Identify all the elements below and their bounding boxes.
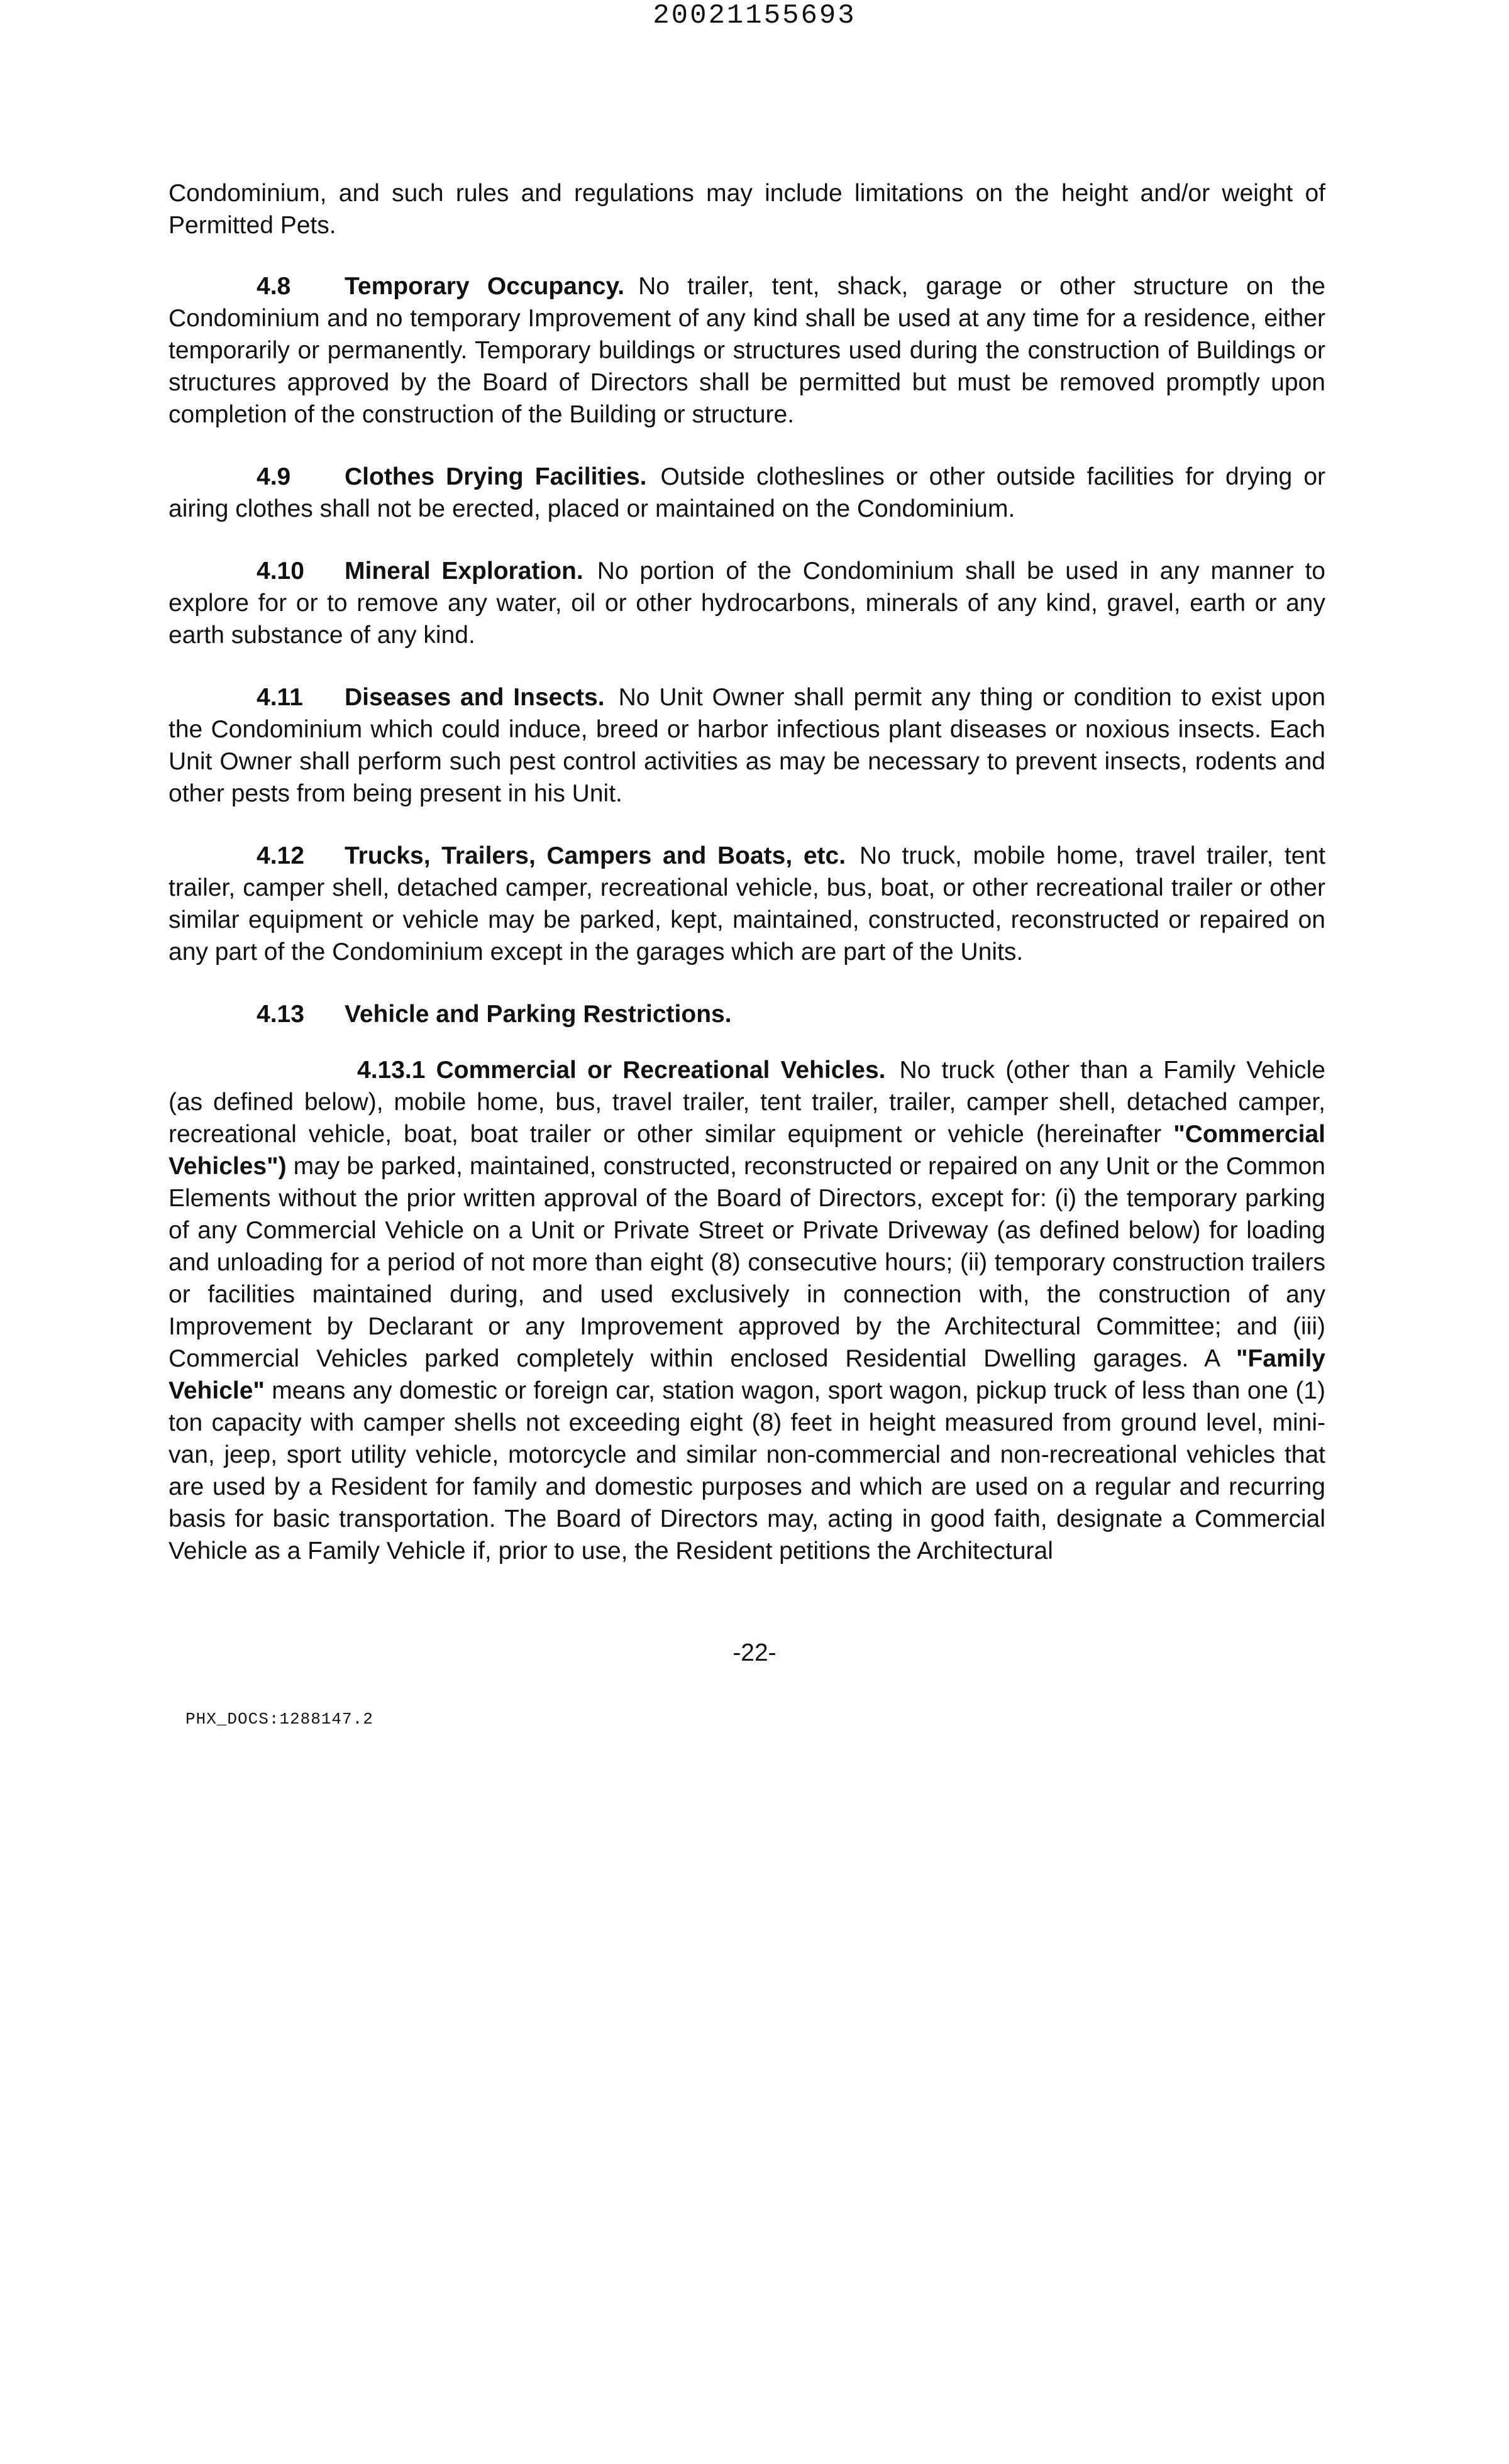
defined-term-commercial-vehicles: "Commercial Vehicles") <box>169 1121 1325 1180</box>
section-number: 4.12 <box>257 842 304 869</box>
section-number: 4.10 <box>257 558 304 585</box>
section-text-part-a: No truck (other than a Family Vehicle (as defined below), mobile home, bus, travel trailer, tent trailer, trailer, camper shell, detached camper, recreational vehicle, boat, boat trailer or other similar equipment or vehicle (hereinafter <box>169 1057 1326 1148</box>
section-text: No truck, mobile home, travel trailer, tent trailer, camper shell, detached camper, recreational vehicle, bus, boat, or other recreational trailer or other similar equipment or vehicle may be parked, kept, maintained, constructed, reconstructed or repaired on any part of the Condominium except in the garages which are part of the Units. <box>169 842 1325 965</box>
section-title: Temporary Occupancy. <box>345 273 625 300</box>
section-title: Mineral Exploration. <box>345 558 583 585</box>
section-number: 4.11 <box>257 684 303 711</box>
section-title: Diseases and Insects. <box>345 684 605 711</box>
page-number: -22- <box>732 1639 777 1666</box>
section-title: Trucks, Trailers, Campers and Boats, etc. <box>345 842 846 869</box>
intro-paragraph: Condominium, and such rules and regulations may include limitations on the height and/or weight of Permitted Pets. <box>169 180 1325 239</box>
section-4-8 <box>169 270 1325 431</box>
section-4-9 <box>169 461 1325 525</box>
section-text-part-b: may be parked, maintained, constructed, reconstructed or repaired on any Unit or the Common Elements without the prior written approval of the Board of Directors, except for: (i) the temporary parking of any Commercial Vehicle on a Unit or Private Street or Private Driveway (as defined below) for loading and unloading for a period of not more than eight (8) consecutive hours; (ii) temporary construction trailers or facilities maintained during, and used exclusively in connection with, the construction of any Improvement by Declarant or any Improvement approved by the Architectural Committee; and (iii) Commercial Vehicles parked completely within enclosed Residential Dwelling garages. A <box>169 1153 1325 1372</box>
section-number: 4.13.1 <box>357 1057 426 1084</box>
section-text: No Unit Owner shall permit any thing or condition to exist upon the Condominium which could induce, breed or harbor infectious plant diseases or noxious insects. Each Unit Owner shall perform such pest control activities as may be necessary to prevent insects, rodents and other pests from being present in his Unit. <box>169 684 1326 807</box>
defined-term-family-vehicle: "Family Vehicle" <box>169 1345 1325 1404</box>
section-number: 4.9 <box>257 463 291 490</box>
section-4-12 <box>169 840 1325 968</box>
document-number: 20021155693 <box>653 0 856 31</box>
section-title: Vehicle and Parking Restrictions. <box>345 1001 732 1028</box>
document-id: PHX_DOCS:1288147.2 <box>185 1710 373 1729</box>
section-text: Outside clotheslines or other outside facilities for drying or airing clothes shall not be erected, placed or maintained on the Condominium. <box>169 463 1325 522</box>
section-number: 4.8 <box>257 273 291 300</box>
section-text: No trailer, tent, shack, garage or other structure on the Condominium and no temporary Improvement of any kind shall be used at any time for a residence, either temporarily or permanently. Temporary buildings or structures used during the construction of Buildings or structures approved by the Board of Directors shall be permitted but must be removed promptly upon completion of the construction of the Building or structure. <box>169 273 1325 428</box>
section-text-part-c: means any domestic or foreign car, station wagon, sport wagon, pickup truck of less than one (1) ton capacity with camper shells not exceeding eight (8) feet in height measured from ground level, mini-van, jeep, sport utility vehicle, motorcycle and similar non-commercial and non-recreational vehicles that are used by a Resident for family and domestic purposes and which are used on a regular and recurring basis for basic transportation. The Board of Directors may, acting in good faith, designate a Commercial Vehicle as a Family Vehicle if, prior to use, the Resident petitions the Architectural <box>169 1377 1325 1565</box>
section-number: 4.13 <box>257 1001 304 1028</box>
section-text: No portion of the Condominium shall be used in any manner to explore for or to remove any water, oil or other hydrocarbons, minerals of any kind, gravel, earth or any earth substance of any kind. <box>169 558 1325 649</box>
document-body <box>169 177 1325 1597</box>
section-4-13-1 <box>169 1054 1325 1567</box>
section-title: Commercial or Recreational Vehicles. <box>436 1057 886 1084</box>
section-4-13 <box>169 998 1325 1030</box>
section-4-10 <box>169 555 1325 651</box>
section-4-11 <box>169 681 1325 810</box>
section-title: Clothes Drying Facilities. <box>345 463 647 490</box>
